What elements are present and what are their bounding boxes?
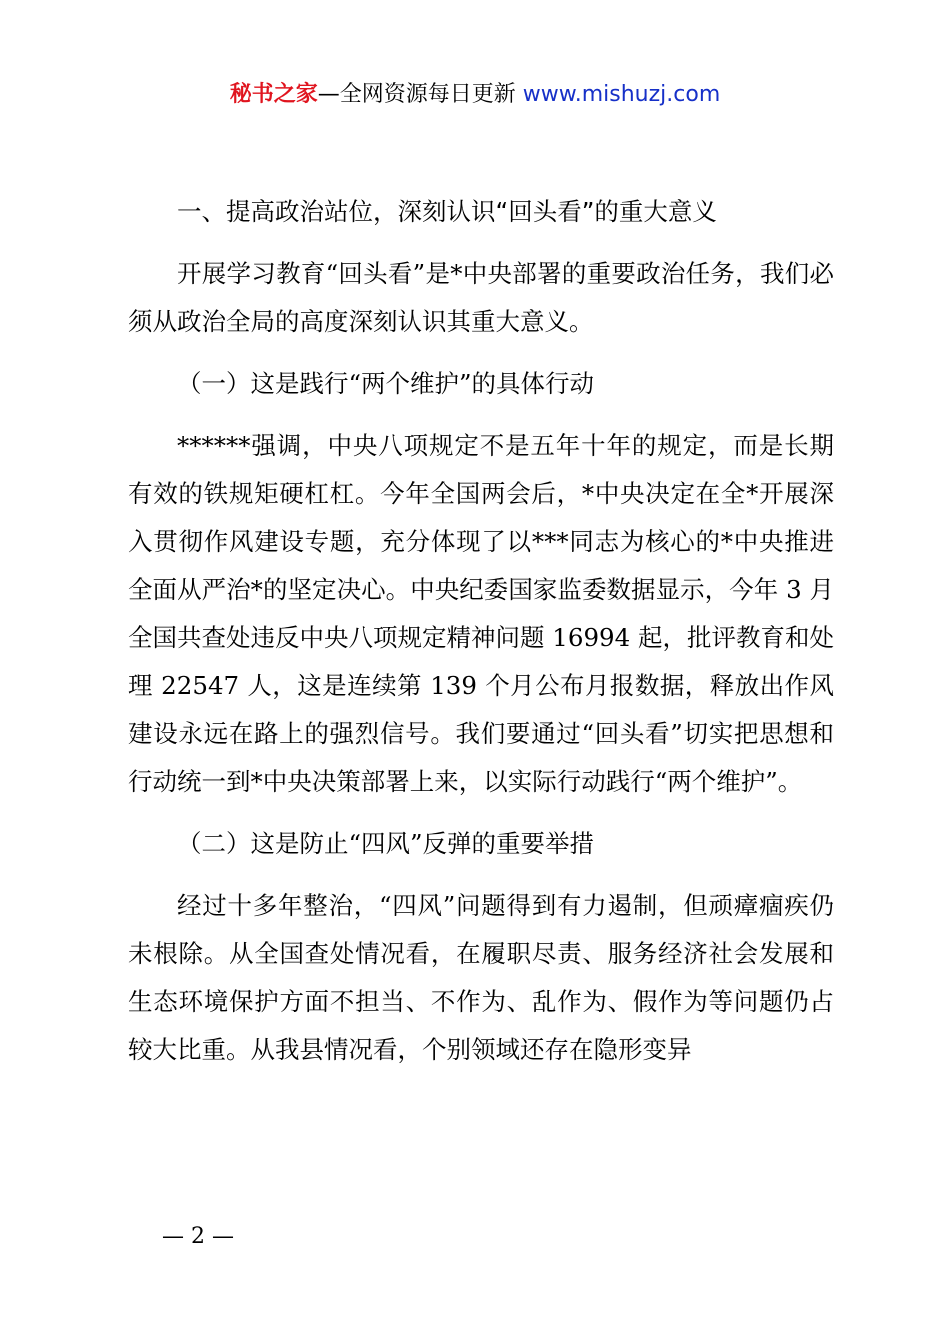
subsection-body-1: ******强调，中央八项规定不是五年十年的规定，而是长期有效的铁规矩硬杠杠。今年全国两会后，*中央决定在全*开展深入贯彻作风建设专题，充分体现了以***同志为核心的*中央推进全面从严治*的坚定决心。中央纪委国家监委数据显示，今年 3 月全国共查处违反中央八项规定精神问题 16994 起，批评教育和处理 22547 人，这是连续第 139 个月公布月报数据，释放出作风建设永远在路上的强烈信号。我们要通过“回头看”切实把思想和行动统一到*中央决策部署上来，以实际行动践行“两个维护”。 <box>128 431 835 796</box>
section-title: 一、提高政治站位，深刻认识“回头看”的重大意义 <box>177 197 717 226</box>
brand-name: 秘书之家 <box>229 82 318 107</box>
site-header <box>0 80 950 110</box>
site-url-link[interactable]: www.mishuzj.com <box>522 82 721 107</box>
header-slogan: —全网资源每日更新 <box>317 82 516 107</box>
document-body <box>128 188 834 1088</box>
subsection-body-2: 经过十多年整治，“四风”问题得到有力遏制，但顽瘴痼疾仍未根除。从全国查处情况看，在履职尽责、服务经济社会发展和生态环境保护方面不担当、不作为、乱作为、假作为等问题仍占较大比重。从我县情况看，个别领域还存在隐形变异 <box>128 891 834 1064</box>
subsection-title-1: （一）这是践行“两个维护”的具体行动 <box>177 369 595 398</box>
page-number: — 2 — <box>162 1224 234 1249</box>
intro-paragraph: 开展学习教育“回头看”是*中央部署的重要政治任务，我们必须从政治全局的高度深刻认识其重大意义。 <box>128 259 834 336</box>
subsection-title-2: （二）这是防止“四风”反弹的重要举措 <box>177 829 595 858</box>
